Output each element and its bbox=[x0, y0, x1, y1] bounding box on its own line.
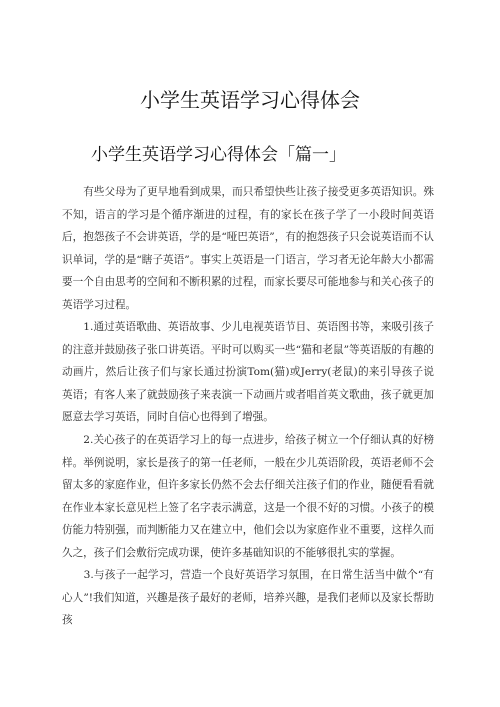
paragraph-2: 1.通过英语歌曲、英语故事、少儿电视英语节目、英语图书等，来吸引孩子的注意并鼓励孩子张口讲英语。平时可以购买一些“猫和老鼠”等英语版的有趣的动画片，然后让孩子们与家长通过扮演Tom(猫)或Jerry(老鼠)的来引导孩子说英语；有客人来了就鼓励孩子来表演一下动画片或者唱首英文歌曲，孩子就更加愿意去学习英语，同时自信心也得到了增强。 bbox=[62, 321, 434, 423]
section-title: 小学生英语学习心得体会「篇一」 bbox=[91, 145, 346, 165]
paragraph-1: 有些父母为了更早地看到成果，而只希望快些让孩子接受更多英语知识。殊不知，语言的学习是个循序渐进的过程，有的家长在孩子学了一小段时间英语后，抱怨孩子不会讲英语，学的是“哑巴英语”，有的抱怨孩子只会说英语而不认识单词，学的是“瞎子英语”。事实上英语是一门语言，学习者无论年龄大小都需要一个自由思考的空间和不断积累的过程，而家长要尽可能地参与和关心孩子的英语学习过程。 bbox=[62, 186, 434, 311]
paragraph-3: 2.关心孩子的在英语学习上的每一点进步，给孩子树立一个仔细认真的好榜样。举例说明，家长是孩子的第一任老师，一般在少儿英语阶段，英语老师不会留太多的家庭作业，但许多家长仍然不会去仔细关注孩子们的作业，随便看看就在作业本家长意见栏上签了名字表示满意，这是一个很不好的习惯。小孩子的模仿能力特别强，而判断能力又在建立中，他们会以为家庭作业不重要，这样久而久之，孩子们会敷衍完成功课，使许多基础知识的不能够很扎实的掌握。 bbox=[62, 434, 434, 559]
document-title: 小学生英语学习心得体会 bbox=[140, 88, 360, 112]
paragraph-4: 3.与孩子一起学习，营造一个良好英语学习氛围，在日常生活当中做个“有心人”!我们知道，兴趣是孩子最好的老师，培养兴趣，是我们老师以及家长帮助孩 bbox=[62, 569, 434, 626]
